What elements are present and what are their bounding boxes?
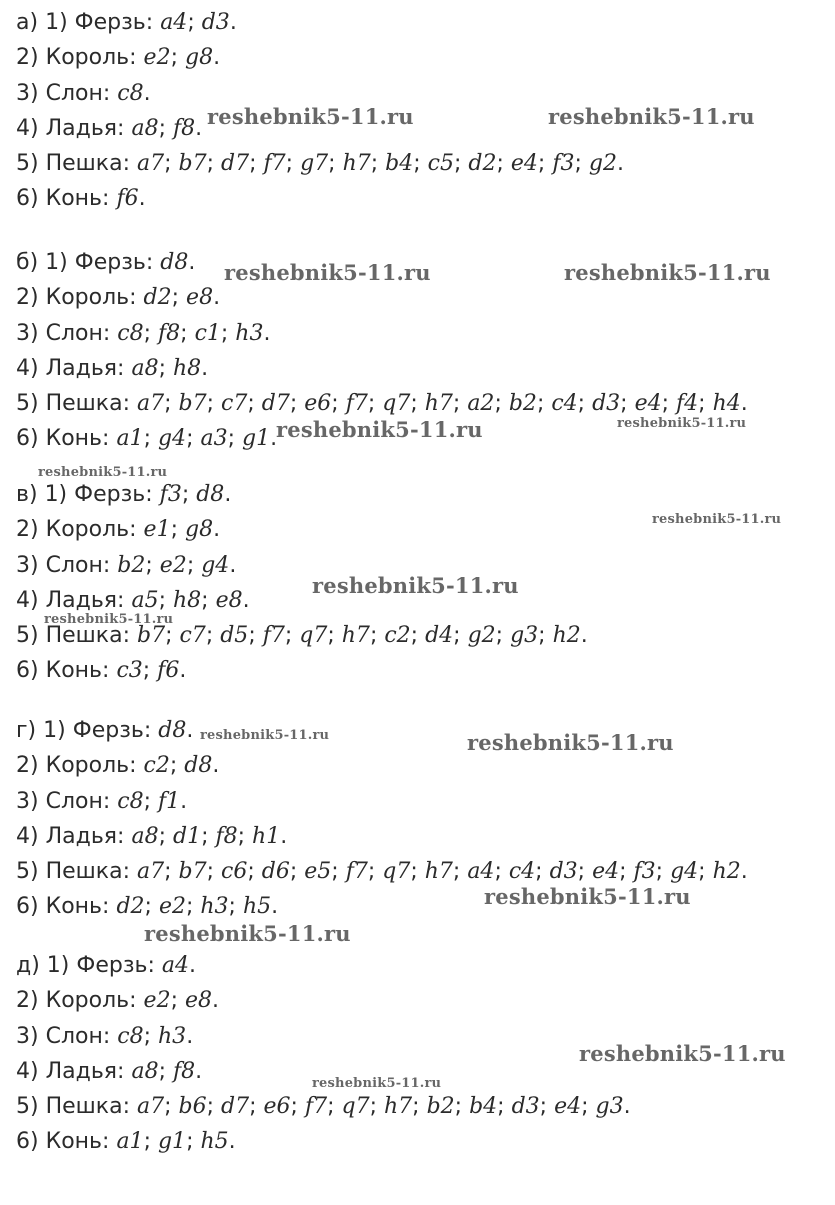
square-coordinate: a7: [136, 391, 165, 417]
square-coordinate: c7: [179, 623, 206, 649]
square-coordinate: g4: [201, 552, 230, 578]
square-coordinate: h3: [158, 1023, 187, 1049]
square-coordinate: f3: [159, 482, 182, 507]
piece-name: Король:: [45, 753, 137, 779]
square-coordinate: d7: [221, 1094, 250, 1120]
watermark-text: reshebnik5-11.ru: [44, 612, 174, 627]
square-coordinate: d8: [160, 250, 189, 275]
watermark-text: reshebnik5-11.ru: [38, 465, 168, 480]
square-coordinate: c2: [143, 753, 170, 779]
item-number: 3): [16, 80, 39, 106]
square-coordinate: a8: [131, 823, 159, 849]
square-coordinate: d3: [549, 859, 578, 885]
square-coordinate: f7: [263, 151, 286, 177]
square-coordinate: b2: [117, 552, 146, 578]
square-coordinate: a8: [131, 115, 159, 141]
square-coordinate: b7: [136, 623, 166, 649]
square-coordinate: f7: [345, 391, 368, 417]
answer-line: а) 1) Ферзь: a4; d3.: [16, 10, 237, 35]
square-coordinate: h5: [242, 894, 272, 920]
answer-line: 4) Ладья: a8; f8.: [16, 115, 203, 141]
piece-name: Ферзь:: [74, 10, 154, 35]
piece-name: Король:: [45, 988, 137, 1014]
square-coordinate: q7: [299, 623, 328, 649]
answer-line: 5) Пешка: a7; b7; c7; d7; e6; f7; q7; h7; a2; b2; c4; d3; e4; f4; h4.: [16, 391, 748, 417]
square-coordinate: a1: [116, 1129, 144, 1155]
square-coordinate: g7: [300, 151, 329, 177]
piece-name: Конь:: [45, 658, 110, 684]
piece-name: Пешка:: [45, 151, 130, 177]
answer-line: б) 1) Ферзь: d8.: [16, 250, 196, 275]
square-coordinate: h8: [172, 587, 202, 613]
square-coordinate: e8: [184, 988, 213, 1014]
watermark-text: reshebnik5-11.ru: [200, 728, 330, 743]
square-coordinate: a8: [131, 1058, 159, 1084]
square-coordinate: d8: [196, 482, 225, 507]
item-number: 5): [16, 859, 39, 885]
square-coordinate: h8: [172, 355, 202, 381]
section-letter: г): [16, 718, 37, 743]
item-number: 1): [44, 482, 68, 507]
square-coordinate: c4: [508, 859, 536, 885]
answer-line: 2) Король: e1; g8.: [16, 517, 221, 543]
square-coordinate: d2: [468, 151, 497, 177]
watermark-text: reshebnik5-11.ru: [144, 921, 351, 946]
piece-name: Ладья:: [45, 115, 125, 141]
watermark-text: reshebnik5-11.ru: [312, 573, 519, 598]
square-coordinate: a7: [136, 1094, 165, 1120]
square-coordinate: f7: [345, 859, 368, 885]
piece-name: Слон:: [45, 1023, 111, 1049]
answer-line: 4) Ладья: a5; h8; e8.: [16, 587, 250, 613]
piece-name: Пешка:: [45, 623, 130, 649]
square-coordinate: f8: [172, 115, 196, 141]
square-coordinate: e4: [510, 151, 538, 177]
square-coordinate: h7: [384, 1094, 413, 1120]
square-coordinate: g8: [184, 517, 214, 543]
piece-name: Король:: [45, 285, 137, 311]
answer-line: 6) Конь: f6.: [16, 186, 146, 212]
piece-name: Пешка:: [45, 1094, 130, 1120]
square-coordinate: a3: [200, 426, 228, 452]
square-coordinate: b6: [178, 1094, 207, 1120]
square-coordinate: f8: [172, 1058, 196, 1084]
square-coordinate: e5: [304, 859, 332, 885]
item-number: 6): [16, 894, 39, 920]
answer-section: [16, 948, 631, 1160]
square-coordinate: c8: [117, 788, 144, 814]
square-coordinate: h1: [252, 823, 281, 849]
square-coordinate: b2: [426, 1094, 455, 1120]
section-letter: а): [16, 10, 39, 35]
square-coordinate: e8: [186, 285, 214, 311]
watermark-text: reshebnik5-11.ru: [484, 884, 691, 909]
square-coordinate: c8: [117, 320, 144, 346]
answer-line: 3) Слон: c8; h3.: [16, 1023, 194, 1049]
item-number: 2): [16, 753, 39, 779]
watermark-text: reshebnik5-11.ru: [276, 417, 483, 442]
square-coordinate: d2: [143, 285, 172, 311]
square-coordinate: d3: [201, 10, 230, 35]
square-coordinate: b2: [508, 391, 537, 417]
square-coordinate: c1: [194, 320, 221, 346]
piece-name: Пешка:: [45, 391, 130, 417]
square-coordinate: a8: [131, 355, 159, 381]
square-coordinate: f6: [116, 186, 139, 212]
piece-name: Ферзь:: [74, 250, 154, 275]
square-coordinate: q7: [382, 391, 411, 417]
square-coordinate: f1: [158, 788, 181, 814]
square-coordinate: h3: [235, 320, 264, 346]
square-coordinate: e2: [158, 894, 186, 920]
item-number: 3): [16, 320, 39, 346]
watermark-text: reshebnik5-11.ru: [224, 260, 431, 285]
square-coordinate: e6: [263, 1094, 291, 1120]
square-coordinate: d8: [158, 718, 187, 743]
answer-line: 4) Ладья: a8; d1; f8; h1.: [16, 823, 288, 849]
item-number: 1): [45, 10, 68, 35]
piece-name: Конь:: [45, 1129, 110, 1155]
square-coordinate: q7: [382, 859, 411, 885]
answer-line: 5) Пешка: b7; c7; d5; f7; q7; h7; c2; d4; g2; g3; h2.: [16, 623, 588, 649]
answer-line: 4) Ладья: a8; f8.: [16, 1058, 203, 1084]
item-number: 6): [16, 426, 39, 452]
square-coordinate: h5: [200, 1129, 229, 1155]
square-coordinate: g2: [467, 623, 496, 649]
piece-name: Пешка:: [45, 859, 130, 885]
answer-line: 2) Король: e2; g8.: [16, 45, 221, 71]
square-coordinate: e6: [304, 391, 332, 417]
piece-name: Ладья:: [45, 587, 125, 613]
square-coordinate: g2: [588, 151, 617, 177]
square-coordinate: c8: [117, 1023, 144, 1049]
square-coordinate: d7: [221, 151, 250, 177]
square-coordinate: e2: [143, 45, 171, 71]
watermark-text: reshebnik5-11.ru: [207, 104, 414, 129]
square-coordinate: d3: [511, 1094, 540, 1120]
square-coordinate: h7: [424, 859, 453, 885]
answer-line: 5) Пешка: a7; b7; d7; f7; g7; h7; b4; c5; d2; e4; f3; g2.: [16, 151, 624, 177]
square-coordinate: e1: [143, 517, 171, 543]
item-number: 3): [16, 552, 39, 578]
watermark-text: reshebnik5-11.ru: [564, 260, 771, 285]
square-coordinate: a4: [161, 953, 190, 978]
item-number: 4): [16, 823, 39, 849]
section-letter: д): [16, 953, 40, 978]
square-coordinate: f3: [633, 859, 656, 885]
square-coordinate: a1: [116, 426, 144, 452]
piece-name: Слон:: [45, 320, 111, 346]
square-coordinate: c6: [221, 859, 248, 885]
square-coordinate: e8: [215, 587, 243, 613]
watermark-text: reshebnik5-11.ru: [548, 104, 755, 129]
answer-line: в) 1) Ферзь: f3; d8.: [16, 482, 232, 507]
square-coordinate: h7: [341, 623, 370, 649]
item-number: 5): [16, 623, 39, 649]
answer-line: 4) Ладья: a8; h8.: [16, 355, 209, 381]
piece-name: Король:: [45, 517, 137, 543]
square-coordinate: c4: [551, 391, 578, 417]
square-coordinate: h7: [342, 151, 371, 177]
square-coordinate: d6: [261, 859, 290, 885]
square-coordinate: h4: [712, 391, 741, 417]
section-letter: б): [16, 250, 39, 275]
square-coordinate: e4: [592, 859, 620, 885]
item-number: 2): [16, 517, 39, 543]
square-coordinate: d8: [184, 753, 213, 779]
item-number: 4): [16, 1058, 39, 1084]
answer-line: 2) Король: d2; e8.: [16, 285, 221, 311]
item-number: 6): [16, 1129, 39, 1155]
piece-name: Ладья:: [45, 823, 125, 849]
square-coordinate: g4: [157, 426, 187, 452]
square-coordinate: d1: [172, 823, 202, 849]
item-number: 4): [16, 115, 39, 141]
watermark-text: reshebnik5-11.ru: [312, 1076, 442, 1091]
answer-line: 5) Пешка: a7; b7; c6; d6; e5; f7; q7; h7; a4; c4; d3; e4; f3; g4; h2.: [16, 859, 748, 885]
square-coordinate: e2: [159, 552, 187, 578]
square-coordinate: f6: [157, 658, 180, 684]
square-coordinate: d3: [592, 391, 621, 417]
square-coordinate: f7: [304, 1094, 328, 1120]
item-number: 3): [16, 788, 39, 814]
square-coordinate: b4: [469, 1094, 498, 1120]
square-coordinate: h2: [712, 859, 741, 885]
square-coordinate: c5: [427, 151, 454, 177]
square-coordinate: q7: [341, 1094, 370, 1120]
square-coordinate: d7: [261, 391, 290, 417]
answer-line: 6) Конь: a1; g4; a3; g1.: [16, 426, 278, 452]
square-coordinate: c3: [116, 658, 143, 684]
square-coordinate: f7: [262, 623, 285, 649]
item-number: 2): [16, 988, 39, 1014]
answer-line: 6) Конь: c3; f6.: [16, 658, 187, 684]
square-coordinate: e4: [554, 1094, 582, 1120]
item-number: 3): [16, 1023, 39, 1049]
answer-line: 3) Слон: c8; f1.: [16, 788, 188, 814]
piece-name: Ферзь:: [76, 953, 155, 978]
item-number: 5): [16, 391, 39, 417]
piece-name: Ферзь:: [72, 718, 152, 743]
square-coordinate: d2: [116, 894, 145, 920]
item-number: 1): [46, 953, 70, 978]
square-coordinate: c8: [117, 80, 144, 106]
piece-name: Ладья:: [45, 1058, 125, 1084]
square-coordinate: h2: [552, 623, 581, 649]
piece-name: Конь:: [45, 426, 110, 452]
square-coordinate: h7: [424, 391, 453, 417]
piece-name: Ладья:: [45, 355, 125, 381]
square-coordinate: b4: [385, 151, 414, 177]
square-coordinate: f4: [676, 391, 699, 417]
item-number: 6): [16, 186, 39, 212]
square-coordinate: e2: [143, 988, 171, 1014]
answer-line: 6) Конь: d2; e2; h3; h5.: [16, 894, 279, 920]
piece-name: Ферзь:: [74, 482, 153, 507]
square-coordinate: a2: [467, 391, 495, 417]
piece-name: Конь:: [45, 186, 110, 212]
watermark-text: reshebnik5-11.ru: [652, 512, 782, 527]
square-coordinate: a4: [467, 859, 495, 885]
square-coordinate: h3: [200, 894, 229, 920]
item-number: 4): [16, 355, 39, 381]
answer-line: д) 1) Ферзь: a4.: [16, 953, 197, 978]
answer-line: 5) Пешка: a7; b6; d7; e6; f7; q7; h7; b2; b4; d3; e4; g3.: [16, 1094, 631, 1120]
item-number: 5): [16, 1094, 39, 1120]
square-coordinate: a4: [160, 10, 188, 35]
square-coordinate: f8: [215, 823, 238, 849]
square-coordinate: b7: [178, 391, 207, 417]
section-letter: в): [16, 482, 38, 507]
square-coordinate: d5: [220, 623, 249, 649]
square-coordinate: g1: [242, 426, 271, 452]
answer-line: 3) Слон: b2; e2; g4.: [16, 552, 237, 578]
item-number: 2): [16, 45, 39, 71]
square-coordinate: a5: [131, 587, 159, 613]
answer-line: 6) Конь: a1; g1; h5.: [16, 1129, 236, 1155]
piece-name: Король:: [45, 45, 137, 71]
item-number: 4): [16, 587, 39, 613]
piece-name: Слон:: [45, 788, 111, 814]
watermark-text: reshebnik5-11.ru: [579, 1041, 786, 1066]
square-coordinate: b7: [178, 151, 207, 177]
square-coordinate: g3: [510, 623, 539, 649]
square-coordinate: c2: [384, 623, 411, 649]
item-number: 6): [16, 658, 39, 684]
answer-line: 2) Король: c2; d8.: [16, 753, 220, 779]
square-coordinate: g8: [184, 45, 214, 71]
square-coordinate: g3: [595, 1094, 624, 1120]
square-coordinate: e4: [634, 391, 662, 417]
square-coordinate: f8: [158, 320, 181, 346]
square-coordinate: c7: [221, 391, 248, 417]
item-number: 1): [43, 718, 66, 743]
watermark-text: reshebnik5-11.ru: [617, 416, 747, 431]
answer-line: 2) Король: e2; e8.: [16, 988, 220, 1014]
answer-line: 3) Слон: c8; f8; c1; h3.: [16, 320, 271, 346]
square-coordinate: g4: [670, 859, 699, 885]
answer-line: г) 1) Ферзь: d8.: [16, 718, 194, 743]
item-number: 2): [16, 285, 39, 311]
watermark-text: reshebnik5-11.ru: [467, 730, 674, 755]
piece-name: Слон:: [45, 80, 111, 106]
square-coordinate: b7: [178, 859, 207, 885]
square-coordinate: a7: [136, 151, 165, 177]
square-coordinate: g1: [157, 1129, 187, 1155]
item-number: 1): [45, 250, 68, 275]
square-coordinate: a7: [136, 859, 165, 885]
piece-name: Слон:: [45, 552, 111, 578]
square-coordinate: f3: [552, 151, 575, 177]
answer-line: 3) Слон: c8.: [16, 80, 151, 106]
piece-name: Конь:: [45, 894, 110, 920]
item-number: 5): [16, 151, 39, 177]
square-coordinate: d4: [425, 623, 454, 649]
